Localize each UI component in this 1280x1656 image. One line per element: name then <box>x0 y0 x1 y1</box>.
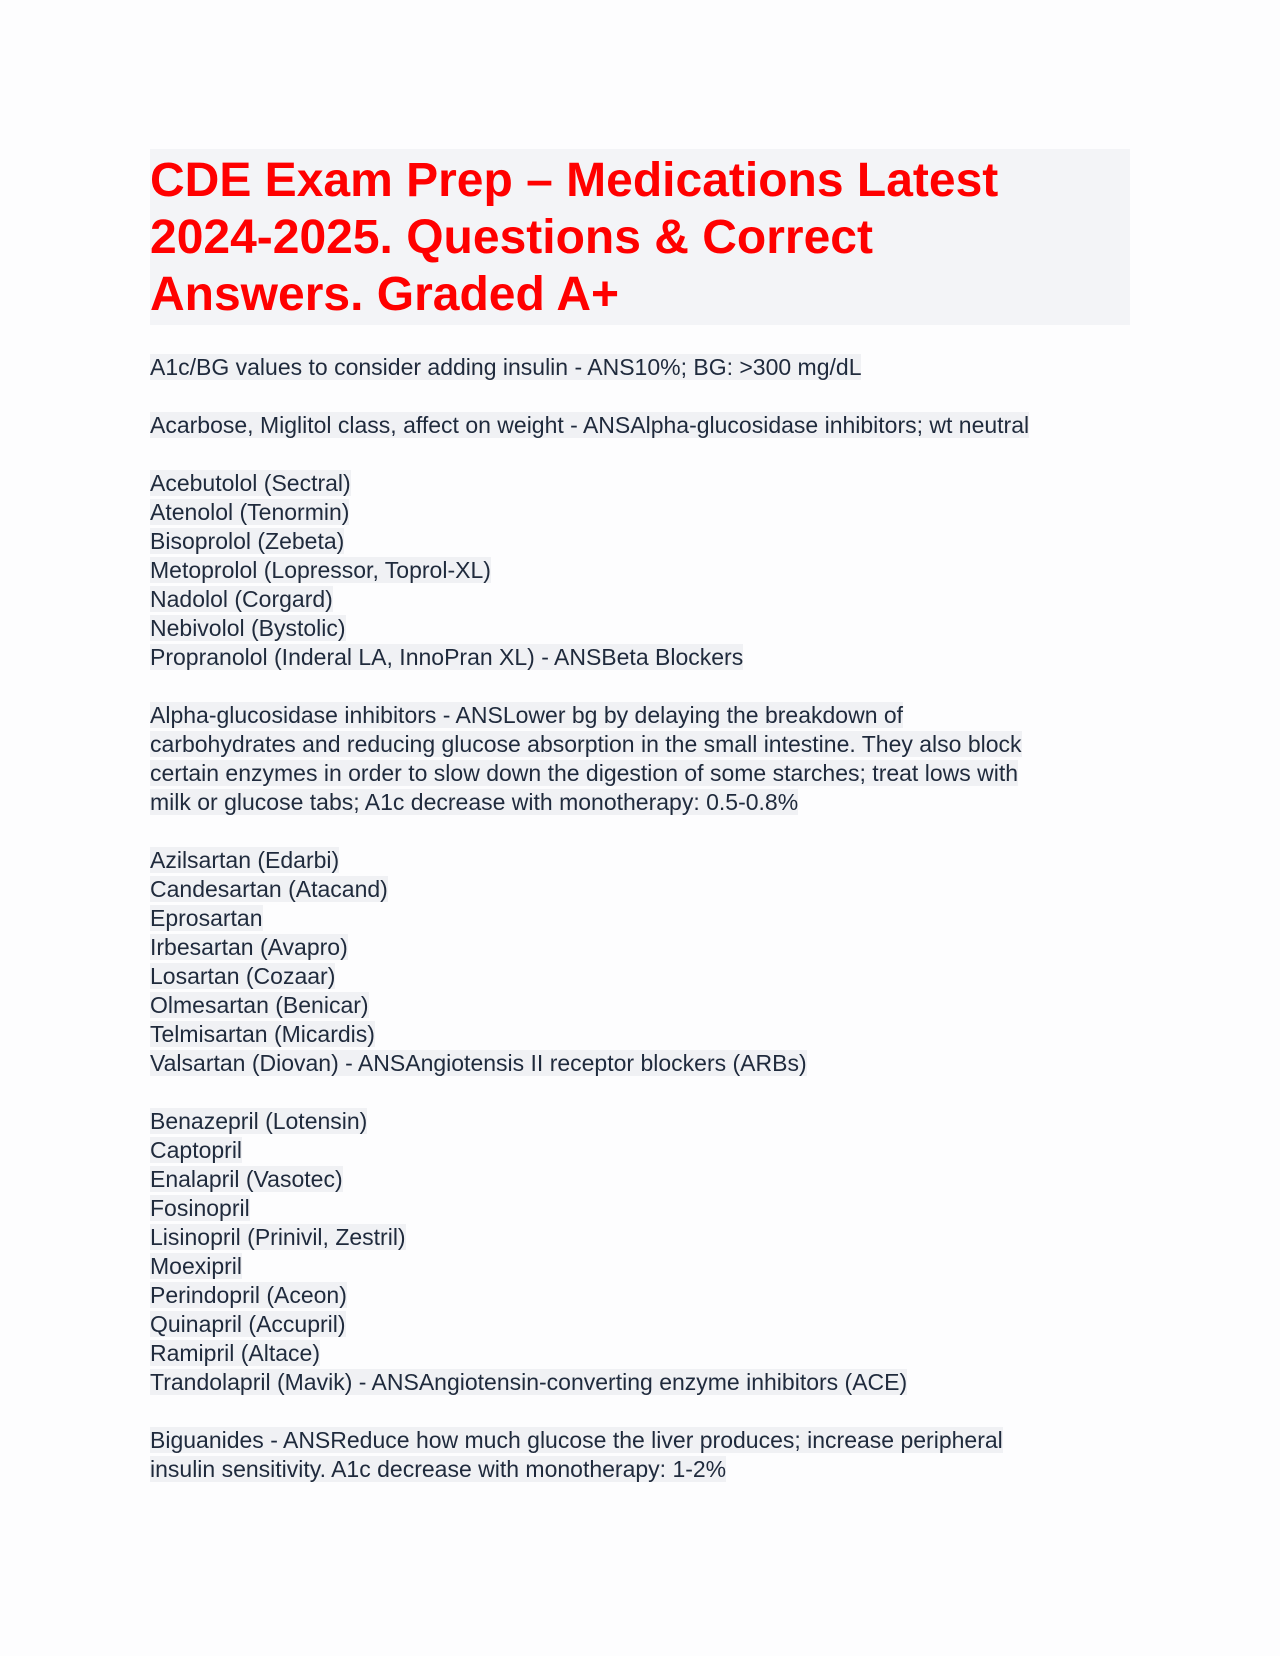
entry-line <box>150 846 1130 875</box>
entry-line-text: milk or glucose tabs; A1c decrease with monotherapy: 0.5-0.8% <box>150 789 799 815</box>
entry-line-text: Acarbose, Miglitol class, affect on weight - ANSAlpha-glucosidase inhibitors; wt neutral <box>150 412 1030 438</box>
entry-line-text: Olmesartan (Benicar) <box>150 992 369 1018</box>
entry-line <box>150 614 1130 643</box>
entry-line-text: Trandolapril (Mavik) - ANSAngiotensin-converting enzyme inhibitors (ACE) <box>150 1369 908 1395</box>
entry-line-text: Captopril <box>150 1137 243 1163</box>
entry-line <box>150 1020 1130 1049</box>
entry-line-text: Telmisartan (Micardis) <box>150 1021 375 1047</box>
entry-line-text: Nebivolol (Bystolic) <box>150 615 346 641</box>
entry-line <box>150 469 1130 498</box>
entry-line <box>150 730 1130 759</box>
entry-line-text: Moexipril <box>150 1253 243 1279</box>
entry-line-text: Enalapril (Vasotec) <box>150 1166 343 1192</box>
entry-line <box>150 788 1130 817</box>
entry-line-text: Nadolol (Corgard) <box>150 586 333 612</box>
document-title <box>150 152 1130 323</box>
entry-line <box>150 875 1130 904</box>
entry-line <box>150 353 1130 382</box>
entry-line <box>150 1049 1130 1078</box>
entry-line <box>150 1455 1130 1484</box>
entry-line-text: Losartan (Cozaar) <box>150 963 336 989</box>
entry-line <box>150 1426 1130 1455</box>
title-line: 2024-2025. Questions & Correct <box>150 211 873 264</box>
entry-line-text: Irbesartan (Avapro) <box>150 934 348 960</box>
entry-line <box>150 1107 1130 1136</box>
entry-line-text: certain enzymes in order to slow down the digestion of some starches; treat lows with <box>150 760 1019 786</box>
entry-line <box>150 1252 1130 1281</box>
entry-line-text: Alpha-glucosidase inhibitors - ANSLower bg by delaying the breakdown of <box>150 702 904 728</box>
qa-entry <box>150 469 1130 672</box>
entry-line <box>150 1368 1130 1397</box>
entry-line <box>150 556 1130 585</box>
entry-line <box>150 643 1130 672</box>
qa-entry <box>150 411 1130 440</box>
entry-line-text: Candesartan (Atacand) <box>150 876 388 902</box>
entry-line <box>150 1281 1130 1310</box>
qa-entry <box>150 353 1130 382</box>
entry-line <box>150 1339 1130 1368</box>
entry-line <box>150 498 1130 527</box>
entry-line-text: Atenolol (Tenormin) <box>150 499 350 525</box>
entry-line <box>150 962 1130 991</box>
entry-line-text: Metoprolol (Lopressor, Toprol-XL) <box>150 557 491 583</box>
entry-line-text: Quinapril (Accupril) <box>150 1311 346 1337</box>
entry-line <box>150 701 1130 730</box>
entry-line <box>150 411 1130 440</box>
entry-line-text: A1c/BG values to consider adding insulin - ANS10%; BG: >300 mg/dL <box>150 354 862 380</box>
entry-line-text: Lisinopril (Prinivil, Zestril) <box>150 1224 406 1250</box>
entry-line <box>150 1136 1130 1165</box>
title-line: Answers. Graded A+ <box>150 268 620 321</box>
title-block <box>150 149 1130 325</box>
entry-line-text: Azilsartan (Edarbi) <box>150 847 340 873</box>
entry-line-text: Eprosartan <box>150 905 263 931</box>
document-page <box>150 149 1130 1513</box>
entry-line <box>150 1223 1130 1252</box>
entry-line-text: insulin sensitivity. A1c decrease with monotherapy: 1-2% <box>150 1456 727 1482</box>
entry-line <box>150 527 1130 556</box>
entry-line <box>150 1165 1130 1194</box>
qa-entries <box>150 353 1130 1484</box>
entry-line <box>150 759 1130 788</box>
entry-line <box>150 1310 1130 1339</box>
entry-line <box>150 991 1130 1020</box>
entry-line-text: Bisoprolol (Zebeta) <box>150 528 345 554</box>
entry-line-text: Biguanides - ANSReduce how much glucose the liver produces; increase peripheral <box>150 1427 1003 1453</box>
entry-line-text: Valsartan (Diovan) - ANSAngiotensis II receptor blockers (ARBs) <box>150 1050 807 1076</box>
entry-line-text: Ramipril (Altace) <box>150 1340 320 1366</box>
entry-line-text: Fosinopril <box>150 1195 250 1221</box>
qa-entry <box>150 701 1130 817</box>
entry-line-text: carbohydrates and reducing glucose absorption in the small intestine. They also block <box>150 731 1022 757</box>
title-line: CDE Exam Prep – Medications Latest <box>150 154 999 207</box>
qa-entry <box>150 846 1130 1078</box>
entry-line-text: Acebutolol (Sectral) <box>150 470 351 496</box>
qa-entry <box>150 1426 1130 1484</box>
entry-line <box>150 585 1130 614</box>
entry-line <box>150 904 1130 933</box>
entry-line <box>150 933 1130 962</box>
qa-entry <box>150 1107 1130 1397</box>
entry-line <box>150 1194 1130 1223</box>
entry-line-text: Propranolol (Inderal LA, InnoPran XL) - ANSBeta Blockers <box>150 644 744 670</box>
entry-line-text: Benazepril (Lotensin) <box>150 1108 368 1134</box>
entry-line-text: Perindopril (Aceon) <box>150 1282 347 1308</box>
